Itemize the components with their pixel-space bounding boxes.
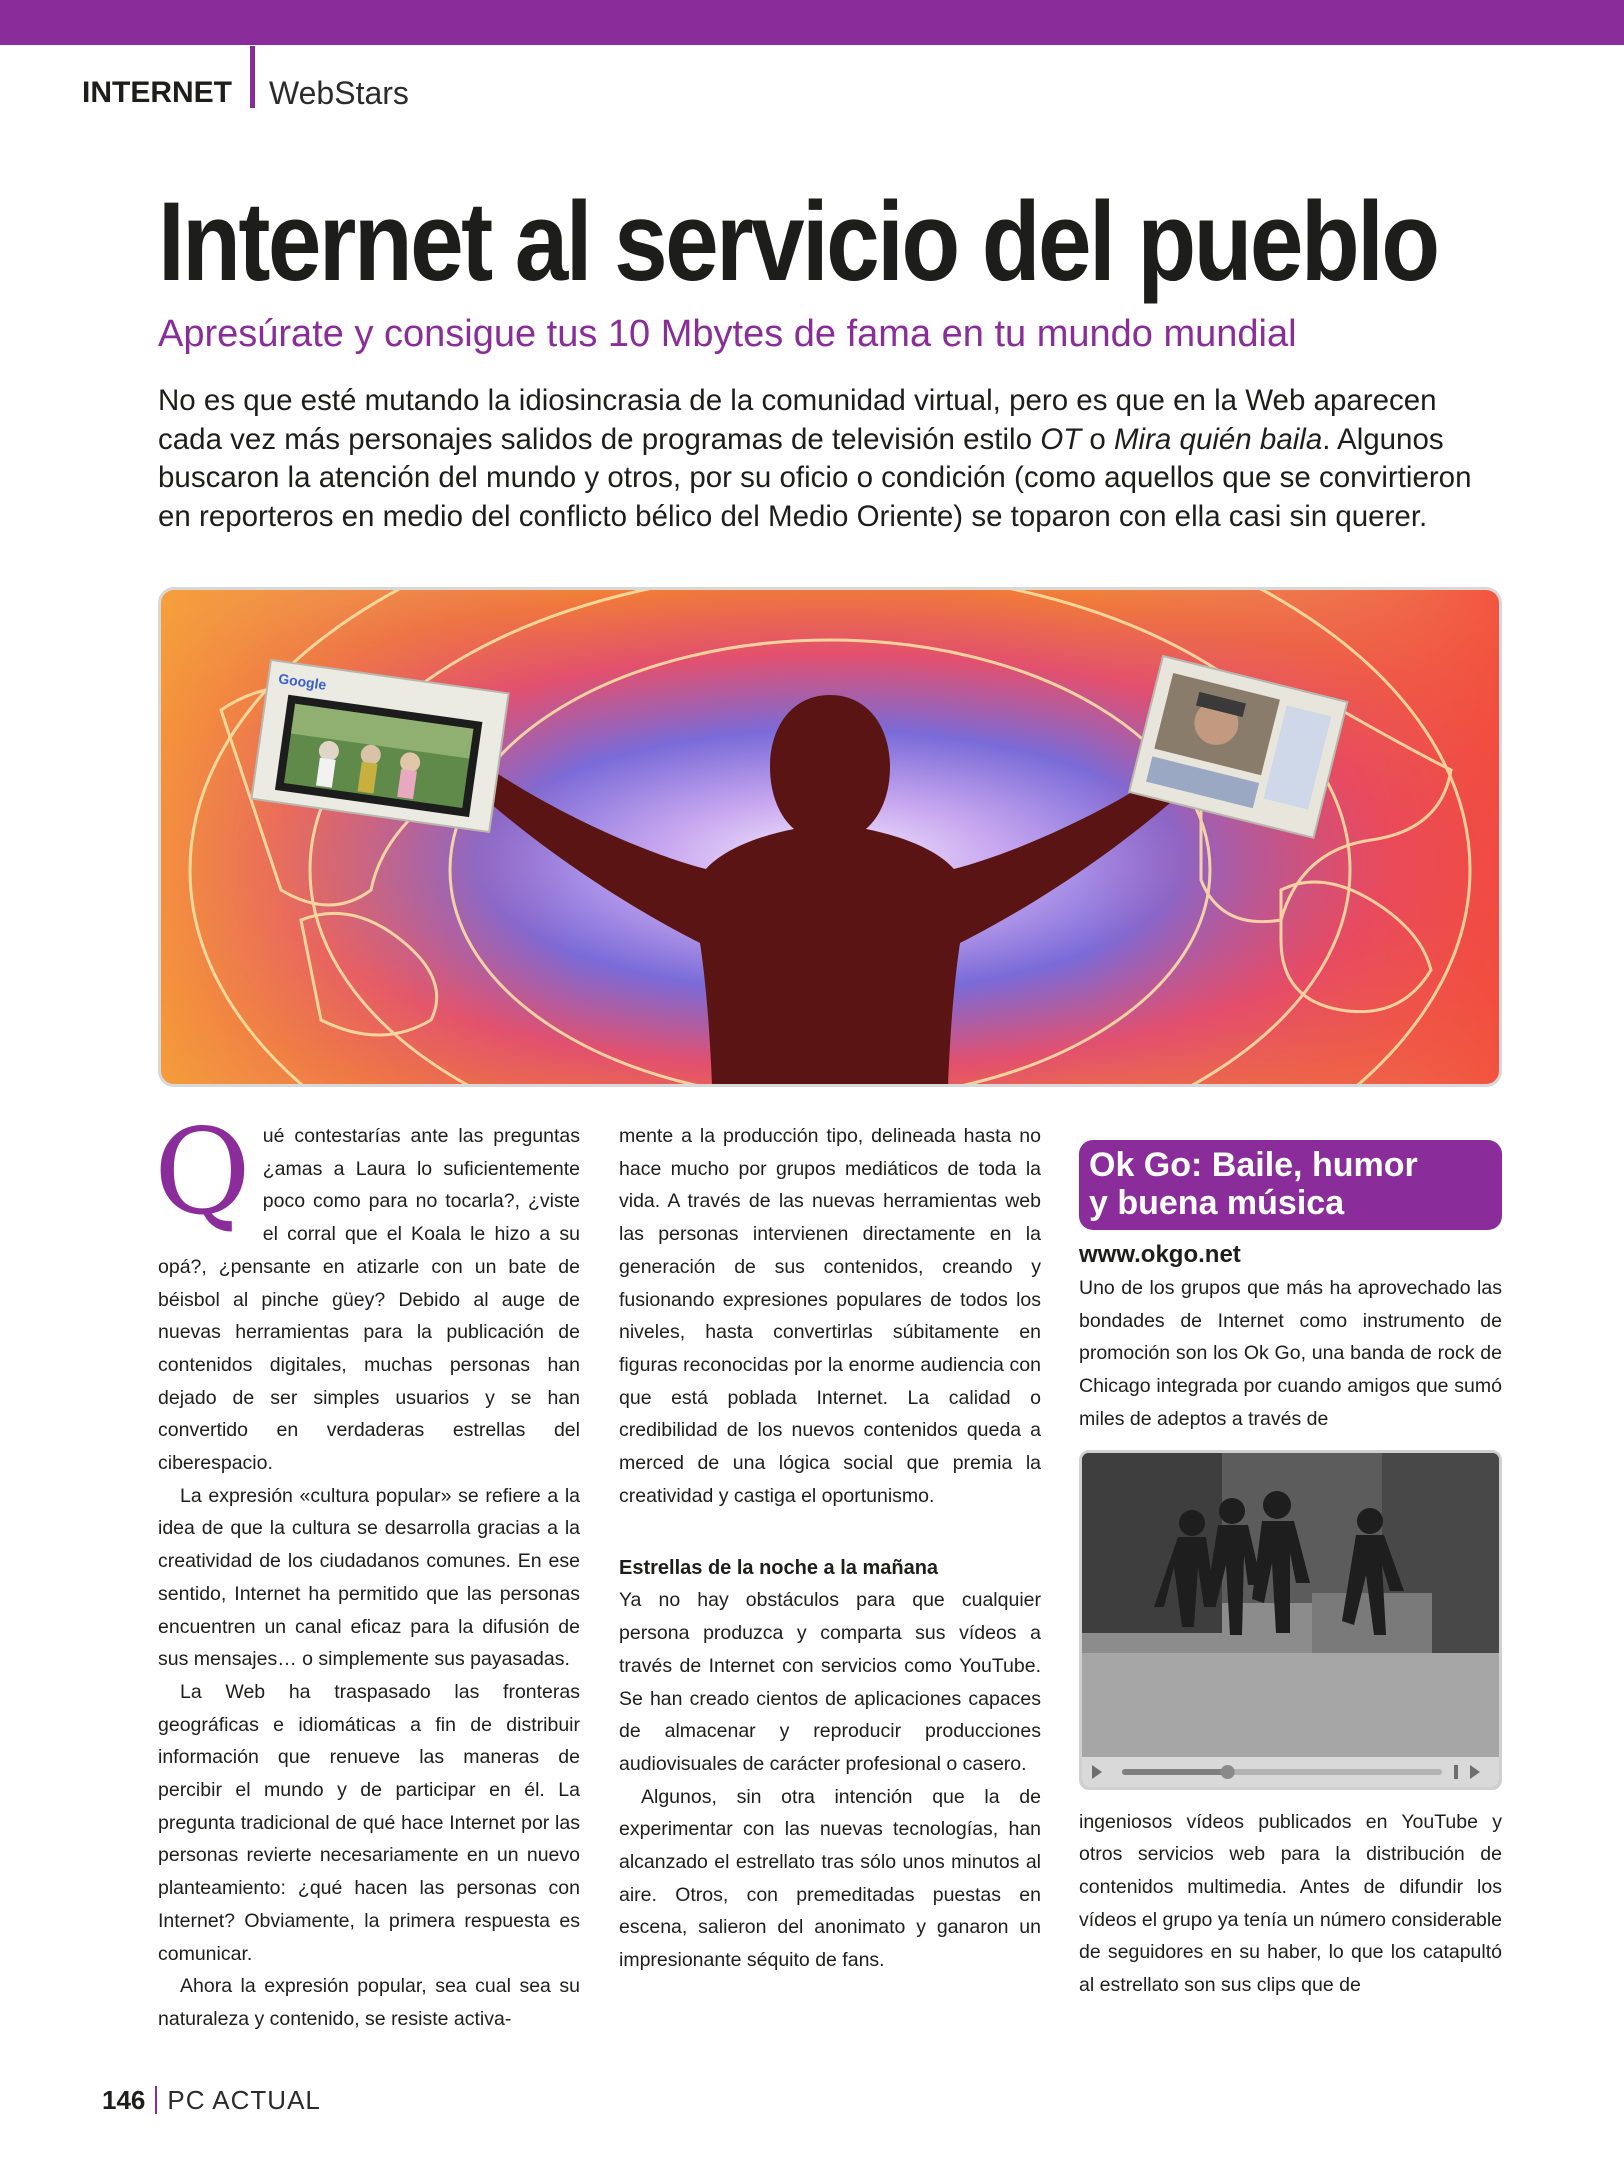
paragraph: La expresión «cultura popular» se refiere a la idea de que la cultura se desarrolla gracias a la creatividad de los ciudadanos comunes. En ese sentido, Internet ha permitido que las personas encuentren un canal eficaz para la difusión de sus mensajes… o simplemente sus payasadas. [158, 1484, 580, 1671]
lead-text: o [1081, 422, 1114, 456]
sidebar-text: Uno de los grupos que más ha aprovechado las bondades de Internet como instrumento de promoción son los Ok Go, una banda de rock de Chicago integrada por cuando amigos que sumó miles de adeptos a través de [1079, 1277, 1502, 1430]
drop-cap: Q [154, 1103, 251, 1241]
sidebar-url: www.okgo.net [1079, 1241, 1241, 1268]
sidebar-title [1079, 1140, 1502, 1230]
sidebar-box [1079, 1140, 1502, 2002]
sidebar-text: ingeniosos vídeos publicados en YouTube y otros servicios web para la distribución de contenidos multimedia. Antes de difundir los vídeos el grupo ya tenía un número considerable de seguidores en su haber, lo que los catapultó al estrellato son sus clips que de [1079, 1810, 1502, 1997]
paragraph: mente a la producción tipo, delineada hasta no hace mucho por grupos mediáticos de toda la vida. A través de las nuevas herramientas web las personas intervienen directamente en la generación de sus contenidos, creando y fusionando expresiones populares de todos los niveles, hasta convertirlas súbitamente en figuras reconocidas por la enorme audiencia con que está poblada Internet. La calidad o credibilidad de los nuevos contenidos queda a merced de una lógica social que premia la creatividad y castiga el oportunismo. [619, 1125, 1041, 1507]
paragraph: Ahora la expresión popular, sea cual sea su naturaleza y contenido, se resiste activa- [158, 1975, 580, 2030]
paragraph [154, 1103, 580, 1480]
video-thumbnail[interactable] [1079, 1450, 1502, 1790]
lead-text: . Algunos buscaron la atención del mundo y otros, por su oficio o condición (como aquellos que se convirtieron en reporteros en medio del conflicto bélico del Medio Oriente) se toparon con ella casi sin querer. [158, 422, 1472, 533]
column-1 [154, 1103, 580, 2036]
section-heading: Estrellas de la noche a la mañana [619, 1557, 939, 1580]
paragraph: Ya no hay obstáculos para que cualquier persona produzca y comparta sus vídeos a través de Internet con servicios como YouTube. Se han creado cientos de aplicaciones capaces de almacenar y reproducir producciones audiovisuales de carácter profesional o casero. [619, 1589, 1041, 1775]
article-title: Internet al servicio del pueblo [158, 179, 1438, 304]
column-2 [619, 1120, 1041, 1977]
video-scrubber[interactable] [1221, 1765, 1235, 1779]
sidebar-title-line: y buena música [1089, 1184, 1345, 1222]
hero-image [158, 587, 1502, 1087]
pause-icon[interactable] [1454, 1765, 1458, 1779]
paragraph: Algunos, sin otra intención que la de experimentar con las nuevas tecnologías, han alcanzado el estrellato tras sólo unos minutos al aire. Otros, con premeditadas puestas en escena, salieron del anonimato y ganaron un impresionante séquito de fans. [619, 1785, 1041, 1972]
video-frame [1082, 1453, 1499, 1787]
sidebar-title-line: Ok Go: Baile, humor [1089, 1146, 1418, 1184]
subsection-name: WebStars [269, 74, 409, 111]
page-footer [102, 2082, 321, 2118]
section-name: INTERNET [82, 76, 232, 109]
lead-text: No es que esté mutando la idiosincrasia de la comunidad virtual, pero es que en la Web aparecen cada vez más personajes salidos de programas de televisión estilo [158, 384, 1437, 456]
section-divider [250, 46, 255, 108]
footer-divider [155, 2086, 157, 2114]
hero-illustration [161, 590, 1499, 1084]
paragraph-text: ué contestarías ante las preguntas ¿amas a Laura lo suficientemente poco como para no tocarla?, ¿viste el corral que el Koala le hizo a su opá?, ¿pensante en atizarle con un bate de béisbol al pinche güey? Debido al auge de nuevas herramientas para la publicación de contenidos digitales, muchas personas han dejado de ser simples usuarios y se han convertido en verdaderas estrellas del ciberespacio. [158, 1125, 580, 1475]
article-lead [158, 382, 1503, 536]
lead-emphasis: OT [1040, 422, 1082, 456]
lead-emphasis: Mira quién baila [1113, 422, 1323, 456]
screen-label: Google [277, 670, 328, 693]
paragraph: La Web ha traspasado las fronteras geográficas e idiomáticas a fin de distribuir información que renueve las maneras de percibir el mundo y de participar en él. La pregunta tradicional de qué hace Internet por las personas revierte necesariamente en un nuevo planteamiento: ¿qué hacen las personas con Internet? Obviamente, la primera respuesta es comunicar. [158, 1680, 580, 1965]
top-color-bar [0, 0, 1624, 45]
magazine-name: PC ACTUAL [167, 2085, 321, 2115]
video-progress-fill [1122, 1769, 1228, 1775]
section-header [82, 68, 409, 118]
page-number: 146 [102, 2085, 146, 2115]
article-subtitle: Apresúrate y consigue tus 10 Mbytes de fama en tu mundo mundial [158, 313, 1297, 355]
